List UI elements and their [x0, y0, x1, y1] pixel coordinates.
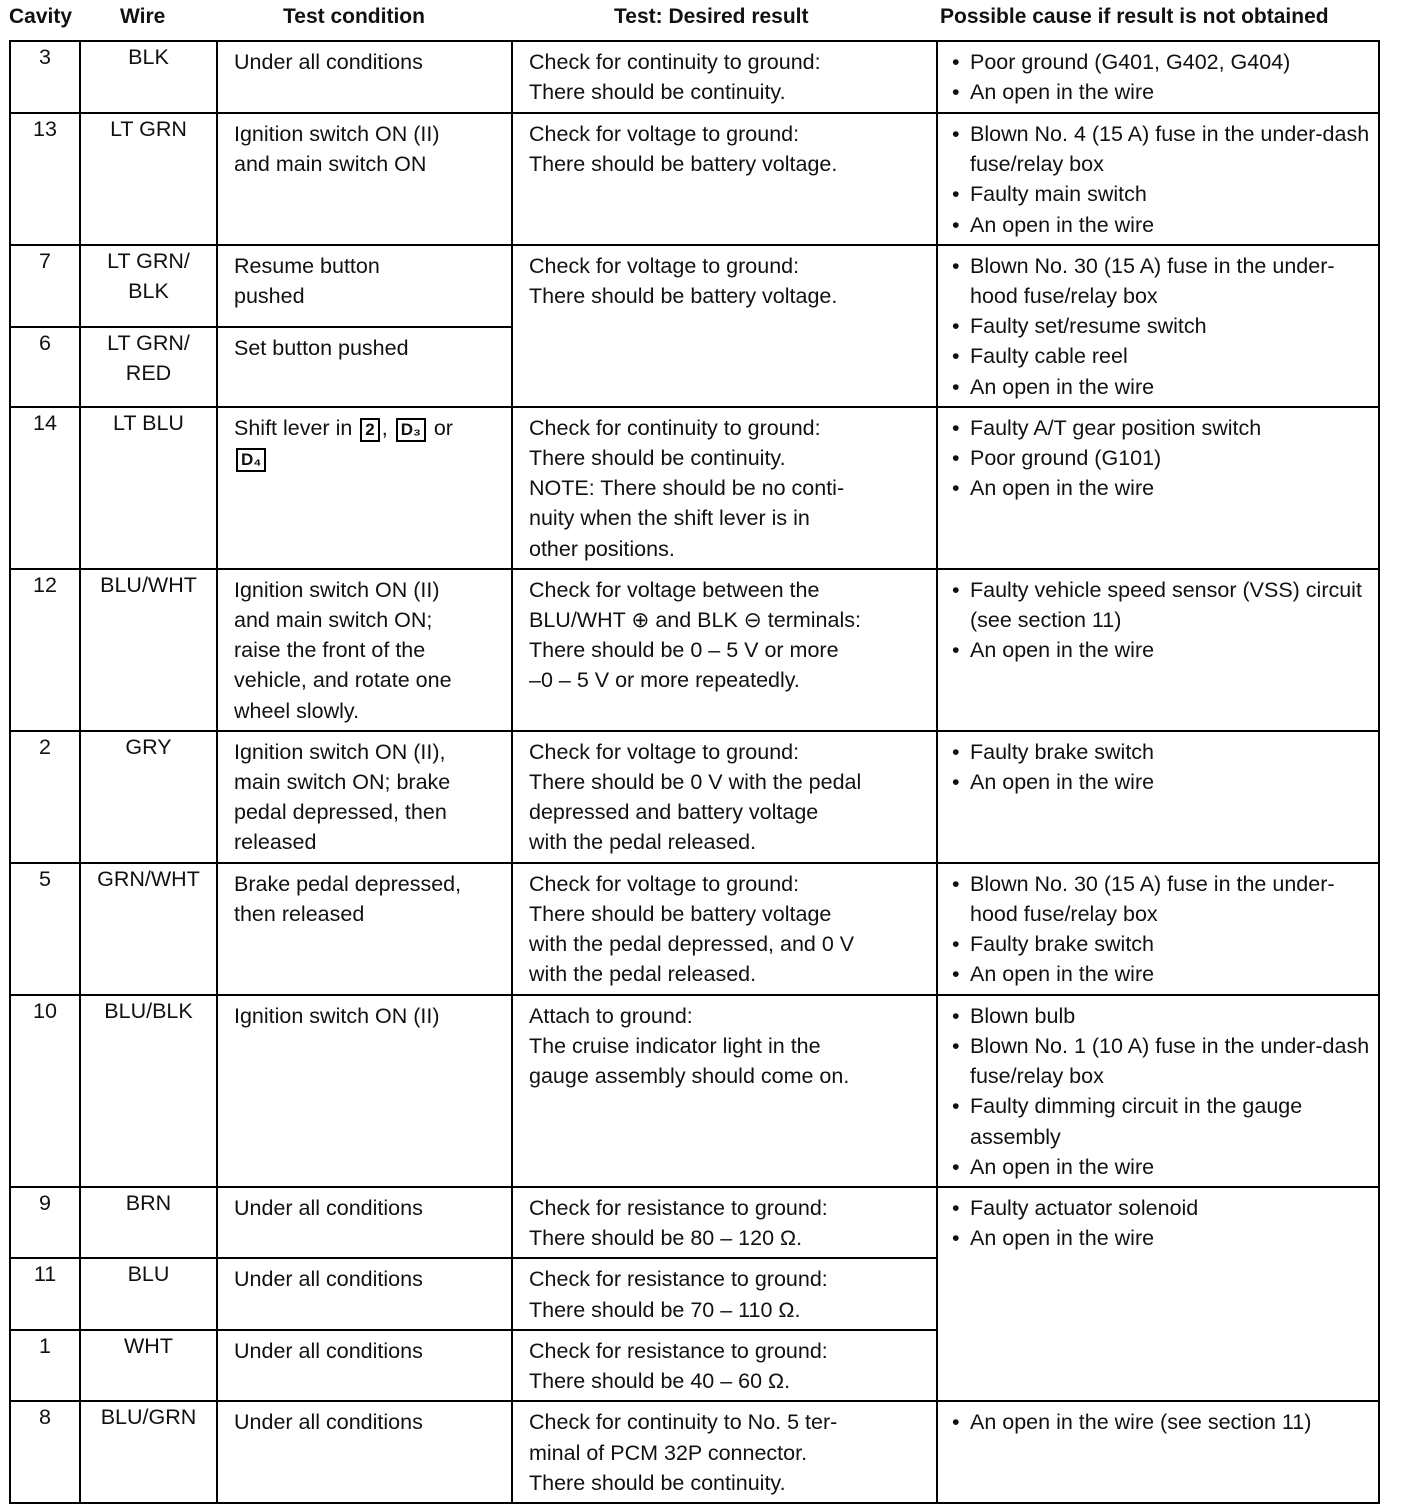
gear-d4-symbol: D₄: [236, 448, 266, 472]
cavity-cell: 5: [10, 863, 80, 995]
cavity-cell: 10: [10, 995, 80, 1187]
cause-item: • Poor ground (G401, G402, G404): [952, 47, 1370, 77]
table-row: [10, 1401, 1379, 1503]
cavity-cell: 3: [10, 41, 80, 113]
wire-cell: GRY: [80, 731, 217, 863]
wire-cell: BRN: [80, 1187, 217, 1258]
result-cell: Attach to ground: The cruise indicator light in the gauge assembly should come on.: [512, 995, 937, 1187]
condition-cell: Brake pedal depressed, then released: [217, 863, 512, 995]
cavity-cell: 6: [10, 327, 80, 407]
table-row: [10, 41, 1379, 113]
condition-cell: Ignition switch ON (II): [217, 995, 512, 1187]
table-row: [10, 407, 1379, 569]
wire-cell: BLU: [80, 1258, 217, 1329]
cause-cell: [937, 1187, 1379, 1401]
wire-cell: BLK: [80, 41, 217, 113]
condition-cell: Under all conditions: [217, 1258, 512, 1329]
table-row: [10, 113, 1379, 245]
result-cell: Check for voltage between the BLU/WHT ⊕ and BLK ⊖ terminals: There should be 0 – 5 V or more –0 – 5 V or more repeatedly.: [512, 569, 937, 731]
cause-item: • Faulty vehicle speed sensor (VSS) circuit (see section 11): [952, 575, 1370, 635]
cause-item: • Faulty A/T gear position switch: [952, 413, 1370, 443]
cause-cell: [937, 569, 1379, 731]
cavity-cell: 9: [10, 1187, 80, 1258]
cavity-cell: 7: [10, 245, 80, 327]
cause-item: • An open in the wire: [952, 473, 1370, 503]
gear-d3-symbol: D₃: [396, 418, 426, 442]
cause-item: • Blown bulb: [952, 1001, 1370, 1031]
result-cell: Check for continuity to ground: There should be continuity. NOTE: There should be no conti- nuity when the shift lever is in other positions.: [512, 407, 937, 569]
cause-item: • Blown No. 1 (10 A) fuse in the under-dash fuse/relay box: [952, 1031, 1370, 1091]
cavity-cell: 2: [10, 731, 80, 863]
result-cell: Check for voltage to ground: There should be battery voltage with the pedal depressed, and 0 V with the pedal released.: [512, 863, 937, 995]
condition-cell: Ignition switch ON (II) and main switch ON: [217, 113, 512, 245]
result-cell: Check for continuity to ground: There should be continuity.: [512, 41, 937, 113]
cavity-cell: 14: [10, 407, 80, 569]
wire-cell: BLU/BLK: [80, 995, 217, 1187]
condition-cell: Under all conditions: [217, 1330, 512, 1401]
cavity-cell: 13: [10, 113, 80, 245]
cause-item: • An open in the wire: [952, 77, 1370, 107]
result-cell: Check for voltage to ground: There should be 0 V with the pedal depressed and battery voltage with the pedal released.: [512, 731, 937, 863]
cause-item: • Blown No. 30 (15 A) fuse in the under-hood fuse/relay box: [952, 869, 1370, 929]
cause-item: • An open in the wire: [952, 767, 1370, 797]
table-row: [10, 245, 1379, 327]
header-test-condition: Test condition: [283, 5, 425, 28]
cause-item: • Blown No. 4 (15 A) fuse in the under-dash fuse/relay box: [952, 119, 1370, 179]
cause-item: • Faulty brake switch: [952, 737, 1370, 767]
cause-item: • An open in the wire: [952, 635, 1370, 665]
wire-cell: GRN/WHT: [80, 863, 217, 995]
cause-item: • Poor ground (G101): [952, 443, 1370, 473]
cause-cell: [937, 731, 1379, 863]
wire-cell: LT GRN/ BLK: [80, 245, 217, 327]
result-cell: Check for continuity to No. 5 ter- minal of PCM 32P connector. There should be continuity.: [512, 1401, 937, 1503]
result-cell: Check for voltage to ground: There should be battery voltage.: [512, 113, 937, 245]
result-cell: Check for resistance to ground: There should be 70 – 110 Ω.: [512, 1258, 937, 1329]
cause-item: • Faulty cable reel: [952, 341, 1370, 371]
result-cell: Check for resistance to ground: There should be 40 – 60 Ω.: [512, 1330, 937, 1401]
condition-cell: Shift lever in 2 , D₃ or D₄: [217, 407, 512, 569]
header-wire: Wire: [120, 5, 166, 28]
cause-item: • An open in the wire (see section 11): [952, 1407, 1370, 1437]
cavity-cell: 8: [10, 1401, 80, 1503]
cause-cell: [937, 407, 1379, 569]
cavity-cell: 11: [10, 1258, 80, 1329]
cause-item: • Blown No. 30 (15 A) fuse in the under-hood fuse/relay box: [952, 251, 1370, 311]
table-row: [10, 1187, 1379, 1258]
cause-cell: [937, 245, 1379, 407]
header-desired-result: Test: Desired result: [614, 5, 809, 28]
cause-cell: [937, 863, 1379, 995]
table-row: [10, 995, 1379, 1187]
header-cavity: Cavity: [9, 5, 73, 28]
cause-item: • Faulty actuator solenoid: [952, 1193, 1370, 1223]
cause-item: • Faulty dimming circuit in the gauge assembly: [952, 1091, 1370, 1151]
wire-cell: LT GRN/ RED: [80, 327, 217, 407]
gear-2-symbol: 2: [360, 418, 379, 442]
cause-cell: [937, 995, 1379, 1187]
cause-item: • Faulty main switch: [952, 179, 1370, 209]
result-cell: Check for voltage to ground: There should be battery voltage.: [512, 245, 937, 407]
cause-item: • An open in the wire: [952, 210, 1370, 240]
condition-cell: Under all conditions: [217, 1187, 512, 1258]
cavity-cell: 12: [10, 569, 80, 731]
cause-item: • An open in the wire: [952, 1223, 1370, 1253]
table-row: [10, 731, 1379, 863]
condition-cell: Under all conditions: [217, 41, 512, 113]
wire-cell: WHT: [80, 1330, 217, 1401]
condition-cell: Under all conditions: [217, 1401, 512, 1503]
cause-item: • An open in the wire: [952, 372, 1370, 402]
condition-cell: Resume button pushed: [217, 245, 512, 327]
condition-cell: Ignition switch ON (II), main switch ON; brake pedal depressed, then released: [217, 731, 512, 863]
wire-cell: BLU/GRN: [80, 1401, 217, 1503]
condition-cell: Set button pushed: [217, 327, 512, 407]
cause-cell: [937, 41, 1379, 113]
result-cell: Check for resistance to ground: There should be 80 – 120 Ω.: [512, 1187, 937, 1258]
wire-cell: BLU/WHT: [80, 569, 217, 731]
cavity-cell: 1: [10, 1330, 80, 1401]
table-row: [10, 569, 1379, 731]
table-row: [10, 863, 1379, 995]
wire-cell: LT BLU: [80, 407, 217, 569]
wire-cell: LT GRN: [80, 113, 217, 245]
cause-item: • An open in the wire: [952, 1152, 1370, 1182]
test-table: [9, 40, 1380, 1504]
cause-item: • Faulty brake switch: [952, 929, 1370, 959]
condition-cell: Ignition switch ON (II) and main switch ON; raise the front of the vehicle, and rotate one wheel slowly.: [217, 569, 512, 731]
header-possible-cause: Possible cause if result is not obtained: [940, 5, 1329, 28]
cause-item: • An open in the wire: [952, 959, 1370, 989]
cause-item: • Faulty set/resume switch: [952, 311, 1370, 341]
cause-cell: [937, 1401, 1379, 1503]
cause-cell: [937, 113, 1379, 245]
